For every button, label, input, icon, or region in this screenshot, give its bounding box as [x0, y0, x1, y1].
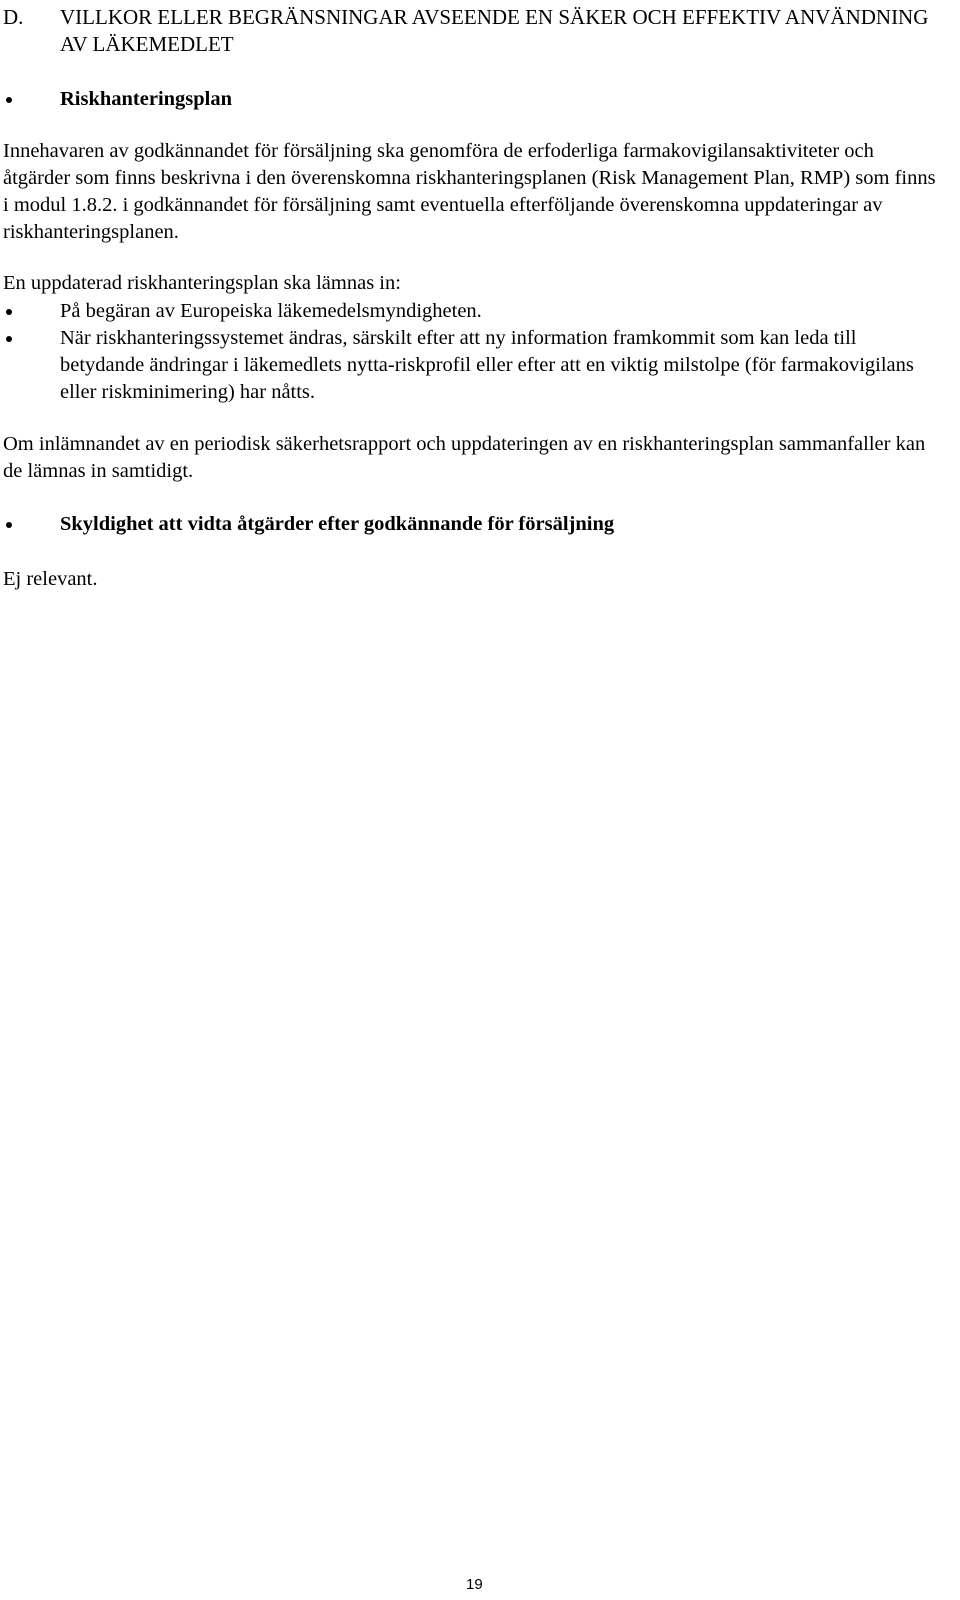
post-auth-text: Ej relevant.: [3, 568, 98, 590]
bullet-icon: [3, 511, 60, 538]
risk-plan-intro: Innehavaren av godkännandet för försäljning ska genomföra de erfoderliga farmakovigilansaktiviteter och åtgärder som finns beskrivna i den överenskomna riskhanteringsplanen (Risk Management Plan, RMP) som finns i modul 1.8.2. i godkännandet för försäljning samt eventuella efterföljande överenskomna uppdateringar av riskhanteringsplanen.: [3, 140, 936, 243]
list-item: [3, 298, 938, 325]
post-auth-heading: [3, 511, 938, 538]
psur-note: Om inlämnandet av en periodisk säkerhetsrapport och uppdateringen av en riskhanteringsplan sammanfaller kan de lämnas in samtidigt.: [3, 433, 926, 482]
section-heading: [3, 4, 938, 58]
bullet-icon: [3, 298, 60, 325]
page-number: 19: [466, 1576, 483, 1593]
section-title: VILLKOR ELLER BEGRÄNSNINGAR AVSEENDE EN SÄKER OCH EFFEKTIV ANVÄNDNING AV LÄKEMEDLET: [60, 5, 929, 56]
list-item: [3, 325, 938, 406]
risk-plan-heading: [3, 86, 938, 113]
bullet-icon: [3, 325, 60, 406]
list-item-text: På begäran av Europeiska läkemedelsmyndigheten.: [60, 300, 482, 322]
update-list: [3, 298, 938, 406]
list-item-text: När riskhanteringssystemet ändras, särskilt efter att ny information framkommit som kan leda till betydande ändringar i läkemedlets nytta-riskprofil eller efter att en viktig milstolpe (för farmakovigilans eller riskminimering) har nåtts.: [60, 327, 914, 403]
post-auth-heading-text: Skyldighet att vidta åtgärder efter godkännande för försäljning: [60, 513, 615, 535]
section-number: D.: [3, 5, 24, 29]
bullet-icon: [3, 86, 60, 113]
update-lead: En uppdaterad riskhanteringsplan ska lämnas in:: [3, 272, 401, 294]
risk-plan-heading-text: Riskhanteringsplan: [60, 88, 233, 110]
